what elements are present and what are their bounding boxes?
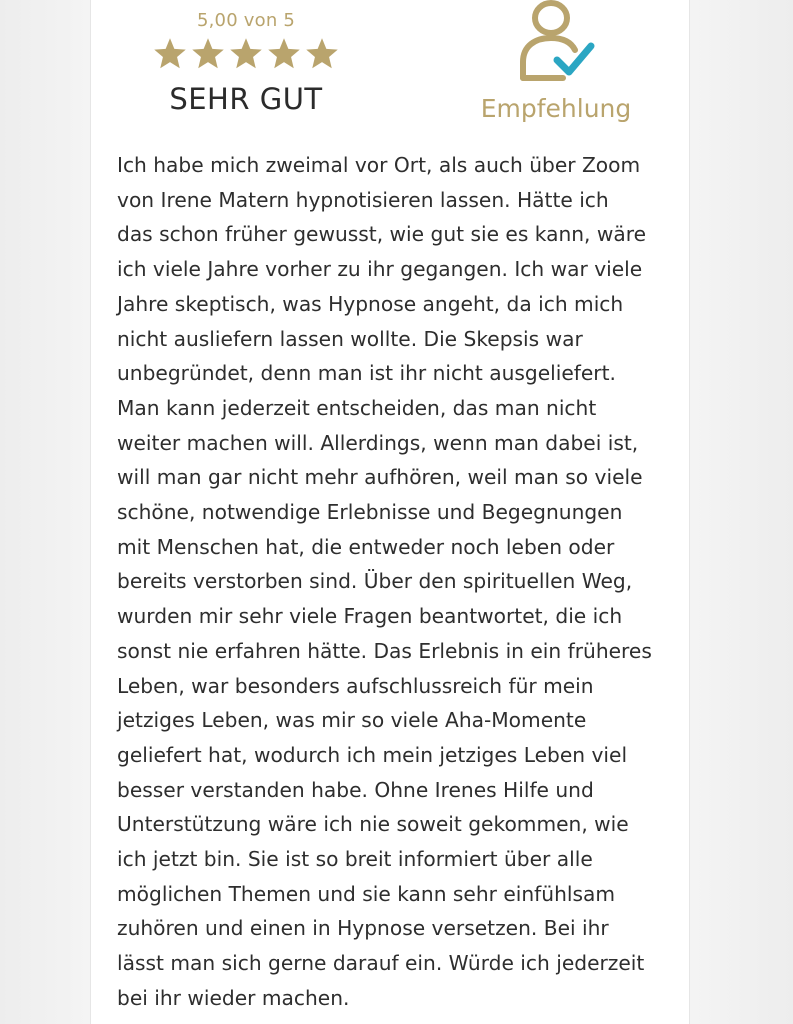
star-icon: [228, 36, 264, 72]
review-text-line: nicht ausliefern lassen wollte. Die Skepsis war: [117, 326, 583, 351]
star-icon: [304, 36, 340, 72]
rating-label: SEHR GUT: [169, 82, 323, 116]
review-text-line: schöne, notwendige Erlebnisse und Begegnungen: [117, 500, 623, 525]
page-background-right: [690, 0, 793, 1024]
review-text-line: ich viele Jahre vorher zu ihr gegangen. Ich war viele: [117, 257, 643, 282]
review-text-line: geliefert hat, wodurch ich mein jetziges Leben viel: [117, 742, 628, 767]
star-icon: [266, 36, 302, 72]
review-text-line: Leben, war besonders aufschlussreich für mein: [117, 673, 594, 698]
recommend-label: Empfehlung: [480, 94, 632, 123]
review-text-line: Unterstützung wäre ich nie soweit gekommen, wie: [117, 812, 629, 837]
review-text-line: jetziges Leben, was mir so viele Aha-Momente: [117, 708, 587, 733]
review-text-line: das schon früher gewusst, wie gut sie es kann, wäre: [117, 222, 647, 247]
review-text-line: besser verstanden habe. Ohne Irenes Hilfe und: [117, 777, 594, 802]
star-icon: [190, 36, 226, 72]
review-text-line: wurden mir sehr viele Fragen beantwortet, die ich: [117, 604, 623, 629]
review-text-line: Ich habe mich zweimal vor Ort, als auch über Zoom: [117, 153, 641, 177]
star-icon: [152, 36, 188, 72]
review-text-line: von Irene Matern hypnotisieren lassen. Hätte ich: [117, 187, 609, 212]
review-text-line: mit Menschen hat, die entweder noch leben oder: [117, 534, 615, 559]
review-text-line: will man gar nicht mehr aufhören, weil man so viele: [117, 465, 643, 490]
review-text-line: unbegründet, denn man ist ihr nicht ausgeliefert.: [117, 361, 616, 386]
review-text-line: möglichen Themen und sie kann sehr einfühlsam: [117, 881, 616, 906]
user-check-icon: [511, 0, 601, 86]
review-text-line: zuhören und einen in Hypnose versetzen. Bei ihr: [117, 916, 609, 941]
review-text-line: Jahre skeptisch, was Hypnose angeht, da ich mich: [117, 291, 624, 316]
review-card: [90, 0, 690, 1024]
review-text-line: Man kann jederzeit entscheiden, das man nicht: [117, 395, 597, 420]
rating-score: 5,00 von 5: [196, 10, 296, 31]
rating-summary: [146, 8, 346, 118]
review-text-line: bei ihr wieder machen.: [117, 985, 350, 1010]
review-text-line: bereits verstorben sind. Über den spirituellen Weg,: [117, 569, 633, 594]
page-background-left: [0, 0, 90, 1024]
recommendation: [476, 0, 636, 124]
star-rating: [146, 36, 346, 76]
review-text: [117, 148, 677, 1016]
review-text-line: lässt man sich gerne darauf ein. Würde ich jederzeit: [117, 951, 645, 976]
review-text-line: weiter machen will. Allerdings, wenn man dabei ist,: [117, 430, 639, 455]
review-text-line: sonst nie erfahren hätte. Das Erlebnis in ein früheres: [117, 638, 652, 663]
review-text-line: ich jetzt bin. Sie ist so breit informiert über alle: [117, 847, 593, 872]
